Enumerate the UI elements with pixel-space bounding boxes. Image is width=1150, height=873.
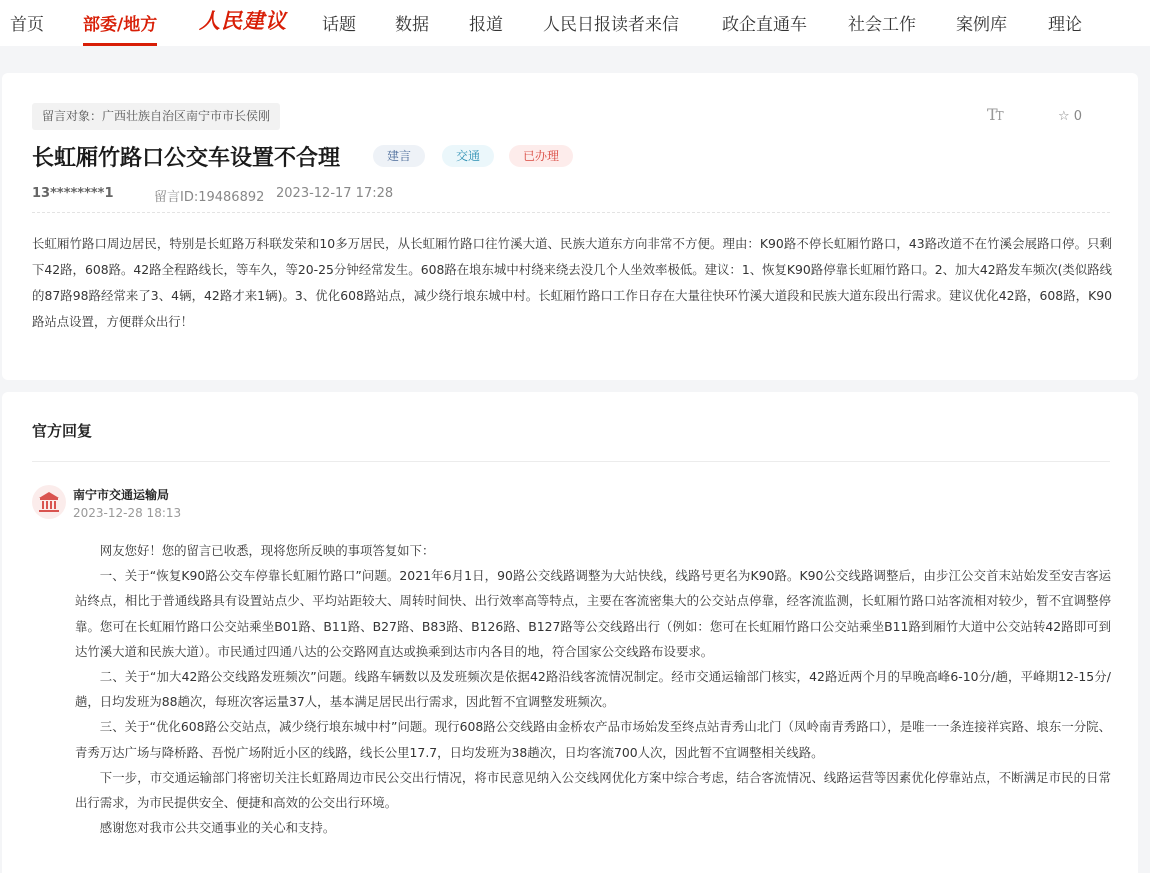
nav-item-home[interactable]: 首页: [10, 15, 44, 35]
nav-item-data[interactable]: 数据: [395, 15, 429, 35]
official-reply-card: [2, 392, 1138, 873]
reply-paragraph: 下一步，市交通运输部门将密切关注长虹路周边市民公交出行情况，将市民意见纳入公交线网优化方案中综合考虑，结合客流情况、线路运营等因素优化停靠站点，不断满足市民的日常出行需求，为市民提供安全、便捷和高效的公交出行环境。: [75, 769, 1111, 811]
nav-item-reports[interactable]: 报道: [469, 15, 503, 35]
nav-item-reader-letters[interactable]: 人民日报读者来信: [543, 15, 679, 35]
text-size-icon[interactable]: TT: [987, 105, 1002, 124]
favorite-button[interactable]: [1058, 109, 1082, 124]
reply-paragraph: 一、关于“恢复K90路公交车停靠长虹厢竹路口”问题。2021年6月1日，90路公交线路调整为大站快线，线路号更名为K90路。K90公交线路调整后，由步江公交首末站始发至安吉客运站终点，相比于普通线路具有设置站点少、平均站距较大、周转时间快、出行效率高等特点，主要在客流密集大的公交站点停靠，经客流监测，长虹厢竹路口站客流相对较少，暂不宜调整停靠。您可在长虹厢竹路口公交站乘坐B01路、B11路、B27路、B83路、B126路、B127路等公交线路出行（例如：您可在长虹厢竹路口公交站乘坐B11路到厢竹大道中公交站转42路即可到达竹溪大道和民族大道）。市民通过四通八达的公交路网直达或换乘到达市内各目的地，符合国家公交线路布设要求。: [75, 568, 1111, 659]
nav-item-social-work[interactable]: 社会工作: [848, 15, 916, 35]
reply-body: [75, 538, 1111, 840]
reply-paragraph: 三、关于“优化608路公交站点，减少绕行埌东城中村”问题。现行608路公交线路由金桥农产品市场始发至终点站青秀山北门（凤岭南青秀路口），是唯一一条连接祥宾路、埌东一分院、青秀万达广场与降桥路、吾悦广场附近小区的线路，线长公里17.7，日均发班为38趟次，日均客流700人次，因此暂不宜调整相关线路。: [75, 719, 1111, 760]
message-title: 长虹厢竹路口公交车设置不合理: [32, 146, 341, 171]
divider: [32, 461, 1110, 462]
nav-brand-peoples-suggestion[interactable]: 人民建议: [199, 8, 287, 33]
reply-paragraph: 感谢您对我市公共交通事业的关心和支持。: [99, 820, 336, 836]
message-id: 留言ID:19486892: [154, 190, 265, 205]
category-tag[interactable]: 建言: [373, 145, 425, 167]
divider: [32, 212, 1110, 213]
nav-item-ministries-local[interactable]: 部委/地方: [83, 10, 157, 35]
favorite-count: 0: [1073, 109, 1083, 124]
status-badge: 已办理: [509, 145, 573, 167]
message-target: 留言对象：广西壮族自治区南宁市市长侯刚: [32, 103, 280, 130]
message-body: 长虹厢竹路口周边居民，特别是长虹路万科联发荣和10多万居民，从长虹厢竹路口往竹溪大道、民族大道东方向非常不方便。理由：K90路不停长虹厢竹路口，43路改道不在竹溪会展路口停。只剩下42路，608路。42路全程路线长，等车久，等20-25分钟经常发生。608路在埌东城中村绕来绕去没几个人坐效率极低。建议：1、恢复K90路停靠长虹厢竹路口。2、加大42路发车频次(类似路线的87路98路经常来了3、4辆，42路才来1辆)。3、优化608路站点，减少绕行埌东城中村。长虹厢竹路口工作日存在大量往快环竹溪大道段和民族大道东段出行需求。建议优化42路，608路，K90路站点设置，方便群众出行！: [32, 236, 1112, 329]
message-datetime: 2023-12-17 17:28: [276, 186, 394, 201]
top-nav: [0, 0, 1150, 46]
nav-item-case-library[interactable]: 案例库: [956, 15, 1007, 35]
nav-item-topics[interactable]: 话题: [322, 15, 356, 35]
reply-heading: 官方回复: [32, 422, 93, 440]
reply-date: 2023-12-28 18:13: [73, 506, 182, 520]
reply-paragraph: 网友您好！您的留言已收悉，现将您所反映的事项答复如下：: [99, 543, 435, 558]
reply-paragraph: 二、关于“加大42路公交线路发班频次”问题。线路车辆数以及发班频次是依据42路沿线客流情况制定。经市交通运输部门核实，42路近两个月的早晚高峰6-10分/趟，平峰期12-15分/趟，日均发班为88趟次，每班次客运量37人，基本满足居民出行需求，因此暂不宜调整发班频次。: [75, 669, 1111, 710]
nav-item-theory[interactable]: 理论: [1048, 15, 1082, 35]
star-outline-icon: ☆: [1058, 109, 1070, 124]
nav-item-enterprise-channel[interactable]: 政企直通车: [722, 15, 807, 35]
reply-org-name: 南宁市交通运输局: [73, 488, 170, 502]
message-card: [2, 73, 1138, 380]
field-tag[interactable]: 交通: [442, 145, 494, 167]
message-user: 13********1: [32, 186, 114, 201]
government-building-icon: [32, 485, 66, 519]
